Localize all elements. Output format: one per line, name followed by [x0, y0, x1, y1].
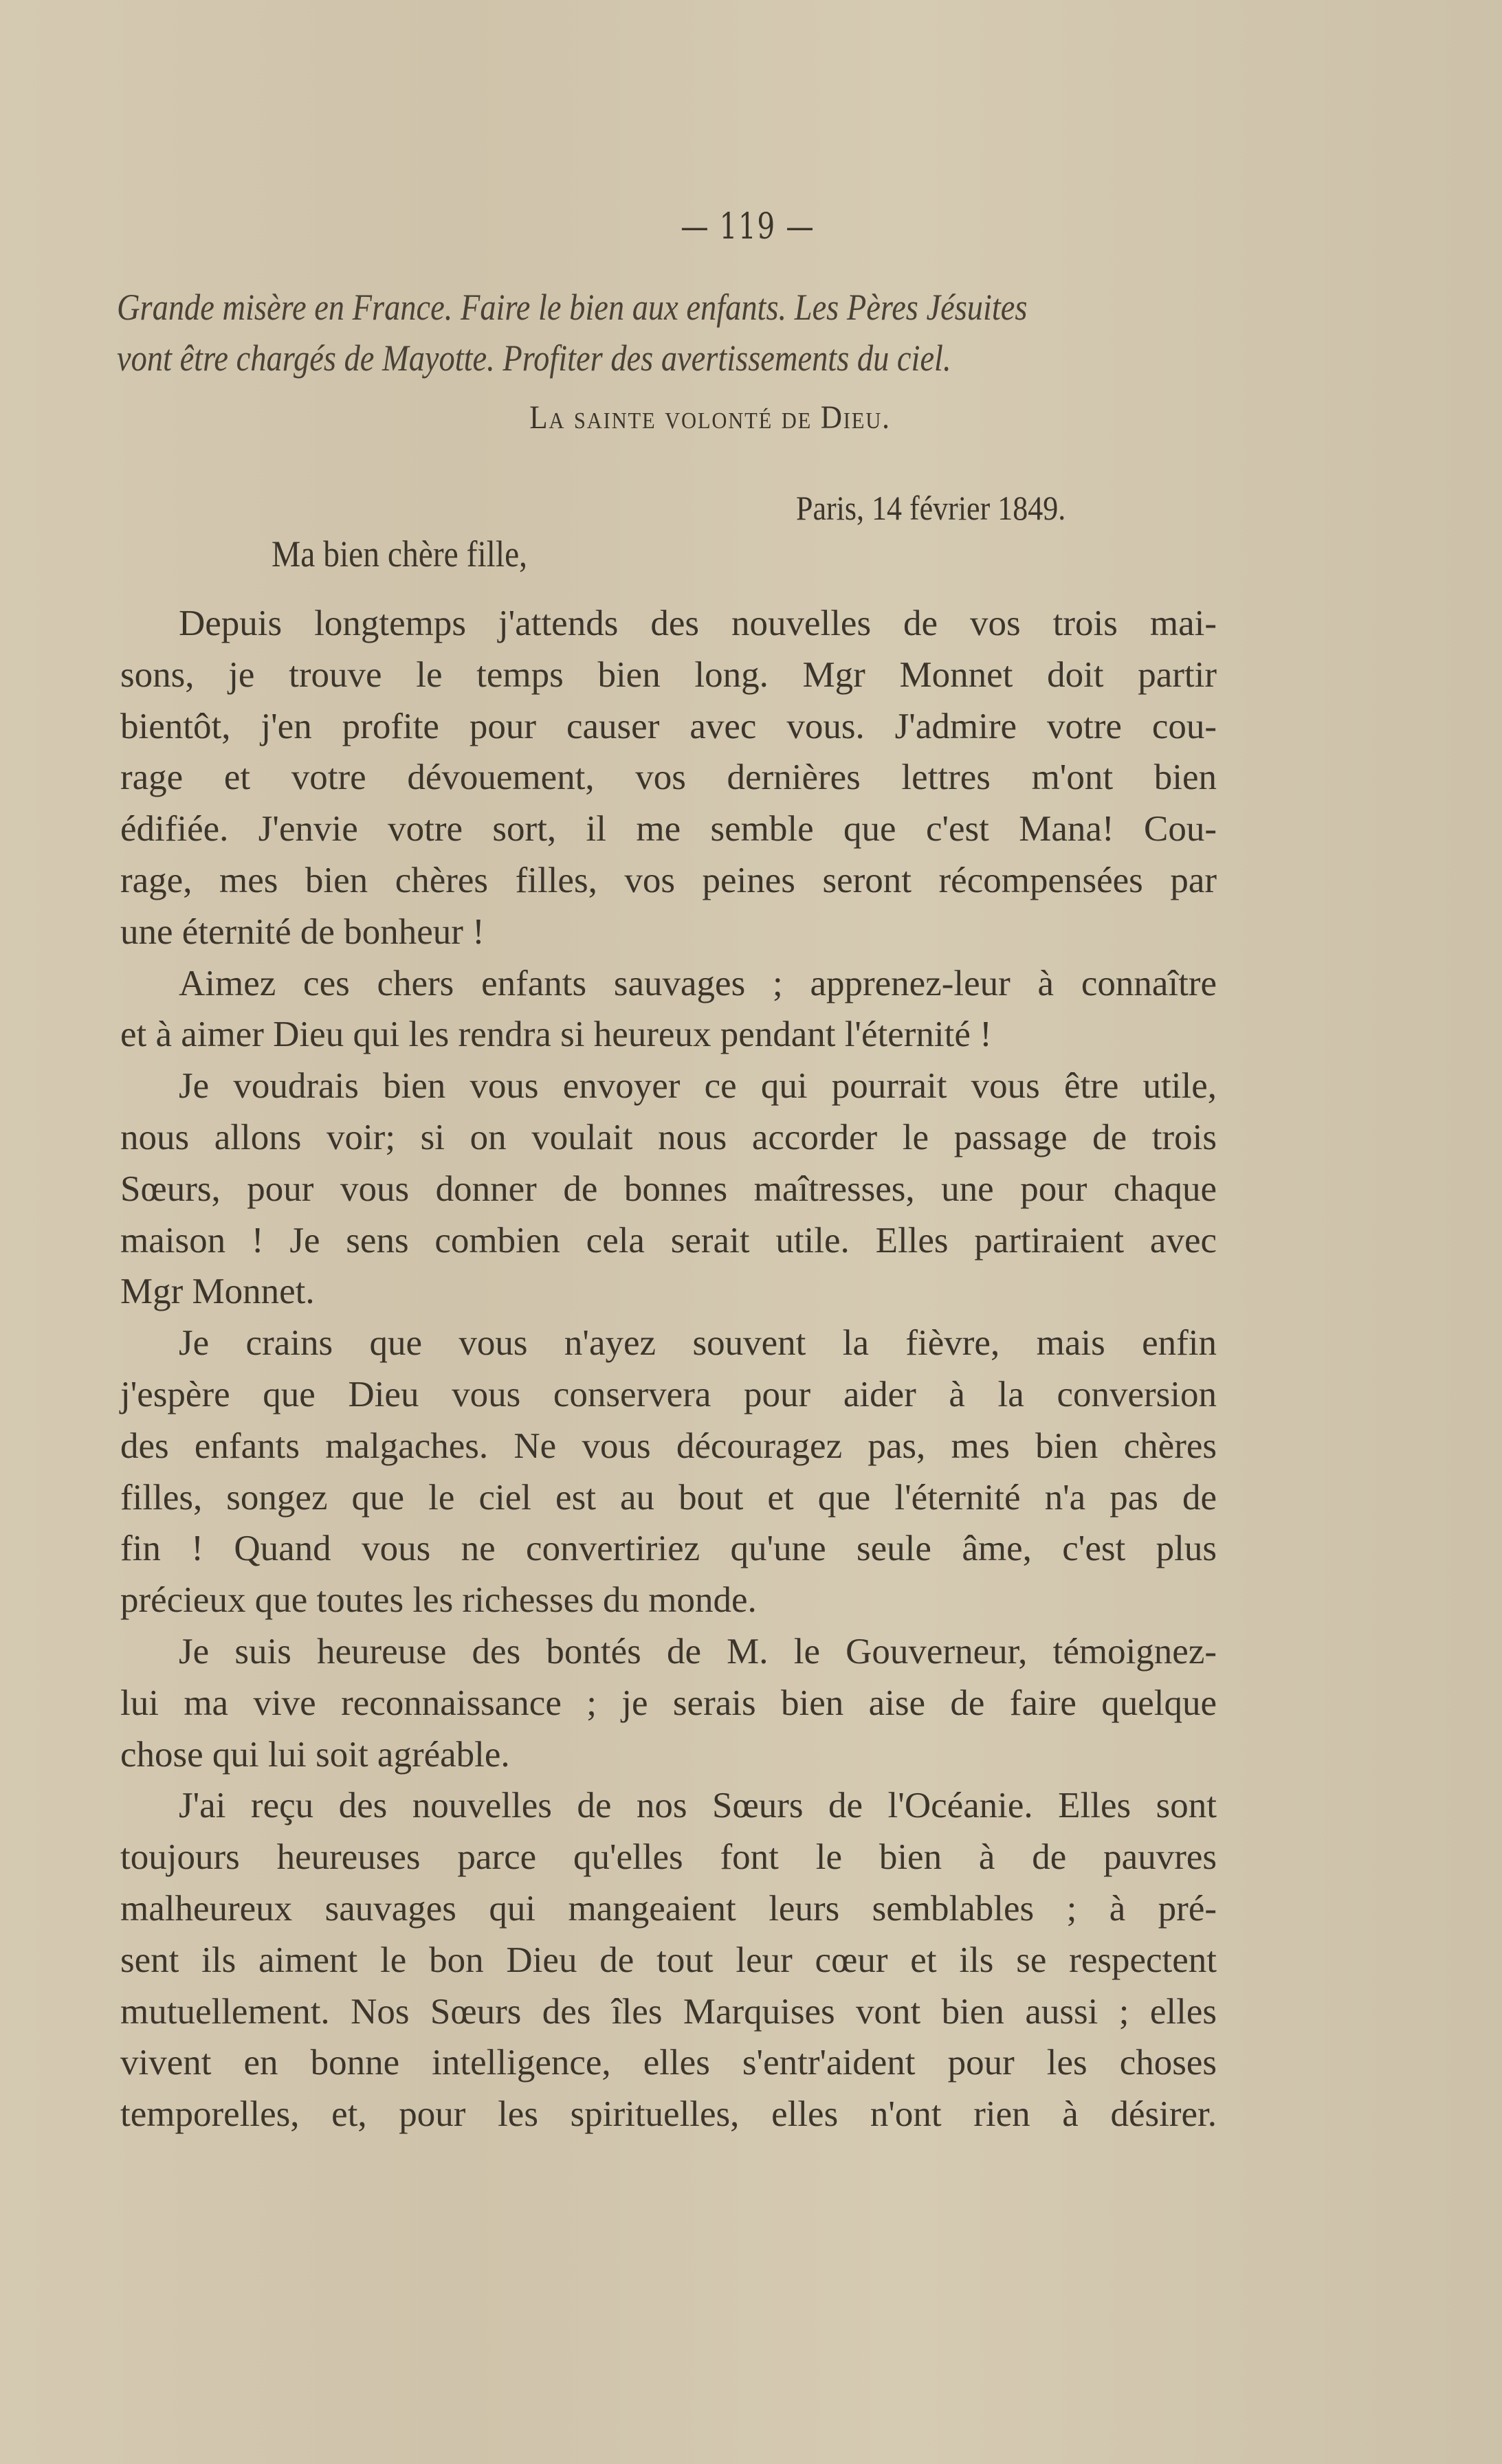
letter-date: Paris, 14 février 1849.: [796, 489, 1066, 527]
body-line: Depuis longtemps j'attends des nouvelles de vos trois mai-: [179, 603, 1217, 643]
summary-line: vont être chargés de Mayotte. Profiter des avertissements du ciel.: [117, 337, 951, 379]
letter-heading-text: La sainte volonté de Dieu.: [529, 399, 891, 436]
body-line: édifiée. J'envie votre sort, il me semble que c'est Mana! Cou-: [120, 809, 1217, 850]
body-line: précieux que toutes les richesses du monde.: [120, 1580, 757, 1621]
letter-heading: [0, 399, 1502, 436]
body-line: lui ma vive reconnaissance ; je serais bien aise de faire quelque: [120, 1683, 1217, 1723]
body-line: nous allons voir; si on voulait nous accorder le passage de trois: [120, 1117, 1217, 1157]
body-line: bientôt, j'en profite pour causer avec vous. J'admire votre cou-: [120, 706, 1217, 746]
body-line: Mgr Monnet.: [120, 1272, 315, 1312]
page-number: — 119 —: [681, 206, 815, 247]
body-line: sons, je trouve le temps bien long. Mgr Monnet doit partir: [120, 654, 1217, 695]
summary-line: Grande misère en France. Faire le bien aux enfants. Les Pères Jésuites: [117, 287, 1028, 328]
body-line: malheureux sauvages qui mangeaient leurs semblables ; à pré-: [120, 1888, 1217, 1929]
body-line: filles, songez que le ciel est au bout et que l'éternité n'a pas de: [120, 1477, 1217, 1518]
body-line: des enfants malgaches. Ne vous découragez pas, mes bien chères: [120, 1425, 1217, 1466]
letter-body: [120, 598, 1217, 2140]
body-line: toujours heureuses parce qu'elles font le bien à de pauvres: [120, 1837, 1217, 1878]
chapter-summary: [117, 282, 1063, 384]
body-line: rage, mes bien chères filles, vos peines seront récompensées par: [120, 860, 1217, 900]
body-line: j'espère que Dieu vous conservera pour aider à la conversion: [120, 1374, 1217, 1414]
body-line: temporelles, et, pour les spirituelles, elles n'ont rien à désirer.: [120, 2094, 1217, 2135]
body-line: sent ils aiment le bon Dieu de tout leur cœur et ils se respectent: [120, 1940, 1217, 1980]
body-line: une éternité de bonheur !: [120, 911, 485, 952]
body-line: mutuellement. Nos Sœurs des îles Marquises vont bien aussi ; elles: [120, 1991, 1217, 2032]
body-line: maison ! Je sens combien cela serait utile. Elles partiraient avec: [120, 1220, 1217, 1261]
body-line: chose qui lui soit agréable.: [120, 1734, 510, 1775]
body-line: Aimez ces chers enfants sauvages ; apprenez-leur à connaître: [179, 963, 1217, 1003]
body-line: Je crains que vous n'ayez souvent la fièvre, mais enfin: [179, 1323, 1217, 1364]
body-line: vivent en bonne intelligence, elles s'entr'aident pour les choses: [120, 2043, 1217, 2083]
body-line: Je suis heureuse des bontés de M. le Gouverneur, témoignez-: [179, 1631, 1217, 1672]
body-line: J'ai reçu des nouvelles de nos Sœurs de l'Océanie. Elles sont: [179, 1786, 1217, 1826]
body-line: fin ! Quand vous ne convertiriez qu'une seule âme, c'est plus: [120, 1529, 1217, 1569]
body-line: rage et votre dévouement, vos dernières lettres m'ont bien: [120, 757, 1217, 798]
body-line: et à aimer Dieu qui les rendra si heureux pendant l'éternité !: [120, 1014, 992, 1055]
body-line: Je voudrais bien vous envoyer ce qui pourrait vous être utile,: [179, 1066, 1217, 1107]
letter-salutation: Ma bien chère fille,: [272, 533, 528, 575]
body-line: Sœurs, pour vous donner de bonnes maîtresses, une pour chaque: [120, 1168, 1217, 1209]
